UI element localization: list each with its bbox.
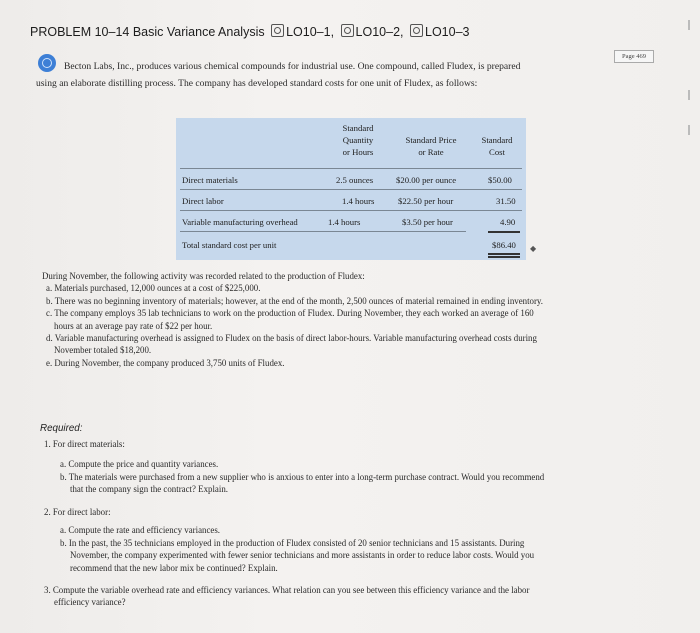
row-label: Direct labor	[182, 196, 224, 206]
total-double-rule	[488, 256, 520, 258]
activity-item-c: c. The company employs 35 lab technicians to work on the production of Fludex. During November, they each worked an average of 160	[46, 308, 534, 319]
row-price: $22.50 per hour	[398, 196, 454, 206]
november-activity	[34, 270, 674, 369]
row-label: Variable manufacturing overhead	[182, 217, 298, 227]
row-label: Direct materials	[182, 175, 238, 185]
required-q1	[44, 438, 664, 496]
q1-a: a. Compute the price and quantity variances.	[60, 459, 219, 470]
row-price: $20.00 per ounce	[396, 175, 457, 185]
q1-b-cont: that the company sign the contract? Explain.	[70, 484, 228, 495]
q2-a: a. Compute the rate and efficiency variances.	[60, 525, 221, 536]
objective-3: LO10–3	[425, 25, 470, 39]
row-divider	[180, 231, 466, 232]
connect-badge-icon	[38, 54, 56, 72]
total-double-rule	[488, 253, 520, 255]
intro-line-2: using an elaborate distilling process. The company has developed standard costs for one unit of Fludex, as follows:	[36, 78, 478, 89]
learning-objective-icon	[410, 24, 423, 37]
header-price: Standard Price or Rate	[405, 135, 457, 157]
activity-item-e: e. During November, the company produced 3,750 units of Fludex.	[46, 357, 285, 368]
row-quantity: 1.4 hours	[328, 217, 361, 227]
q1-b: b. The materials were purchased from a new supplier who is anxious to enter into a long-term purchase contract. Would you recommend	[60, 471, 545, 482]
edge-mark	[688, 125, 690, 135]
row-divider	[180, 189, 522, 190]
activity-item-b: b. There was no beginning inventory of materials; however, at the end of the month, 2,500 ounces of material remained in ending inventory.	[46, 295, 544, 306]
header-divider	[180, 168, 522, 169]
q2-b: b. In the past, the 35 technicians employed in the production of Fludex consisted of 20 senior technicians and 15 assistants. During	[60, 537, 525, 548]
learning-objective-icon	[271, 24, 284, 37]
standard-cost-table	[176, 118, 526, 260]
required-q2	[44, 506, 664, 574]
q2-b-cont: November, the company experimented with fewer senior technicians and more assistants in order to reduce labor costs. Would you	[70, 550, 535, 561]
total-cost: $86.40	[492, 240, 516, 250]
edge-mark	[688, 90, 690, 100]
row-divider	[180, 210, 522, 211]
activity-item-c-cont: hours at an average pay rate of $22 per hour.	[54, 320, 213, 331]
cursor-mark-icon: ◆	[530, 244, 537, 253]
problem-title-text: PROBLEM 10–14 Basic Variance Analysis	[30, 25, 265, 39]
problem-intro	[36, 58, 624, 89]
q3-line1: 3. Compute the variable overhead rate and efficiency variances. What relation can you see between this efficiency variance and the labor	[44, 585, 530, 595]
row-cost: 31.50	[496, 196, 516, 206]
objective-1: LO10–1,	[286, 25, 335, 39]
activity-item-d: d. Variable manufacturing overhead is assigned to Fludex on the basis of direct labor-hours. Variable manufacturing overhead costs during	[46, 333, 537, 344]
objective-2: LO10–2,	[355, 25, 404, 39]
q2-label: 2. For direct labor:	[44, 507, 111, 517]
row-cost: $50.00	[488, 175, 512, 185]
q2-b-cont2: recommend that the new labor mix be continued? Explain.	[70, 562, 278, 573]
subtotal-rule	[488, 231, 520, 233]
header-quantity: Standard Quantity or Hours	[342, 123, 374, 157]
activity-intro: During November, the following activity was recorded related to the production of Fludex:	[42, 271, 365, 281]
required-heading: Required:	[40, 423, 83, 434]
learning-objective-icon	[341, 24, 354, 37]
q3-line2: efficiency variance?	[54, 597, 126, 608]
total-label: Total standard cost per unit	[182, 240, 277, 250]
row-cost: 4.90	[500, 217, 516, 227]
row-quantity: 2.5 ounces	[336, 175, 374, 185]
row-quantity: 1.4 hours	[342, 196, 375, 206]
activity-item-a: a. Materials purchased, 12,000 ounces at a cost of $225,000.	[46, 283, 261, 294]
page-reference-tag: Page 469	[614, 50, 654, 63]
activity-item-d-cont: November totaled $18,200.	[54, 345, 152, 356]
q1-label: 1. For direct materials:	[44, 439, 125, 449]
row-price: $3.50 per hour	[402, 217, 453, 227]
intro-line-1: Becton Labs, Inc., produces various chemical compounds for industrial use. One compound, called Fludex, is prepared	[64, 61, 521, 72]
edge-mark	[688, 20, 690, 30]
header-cost: Standard Cost	[481, 135, 513, 157]
required-q3	[44, 584, 664, 609]
problem-title	[30, 24, 469, 39]
